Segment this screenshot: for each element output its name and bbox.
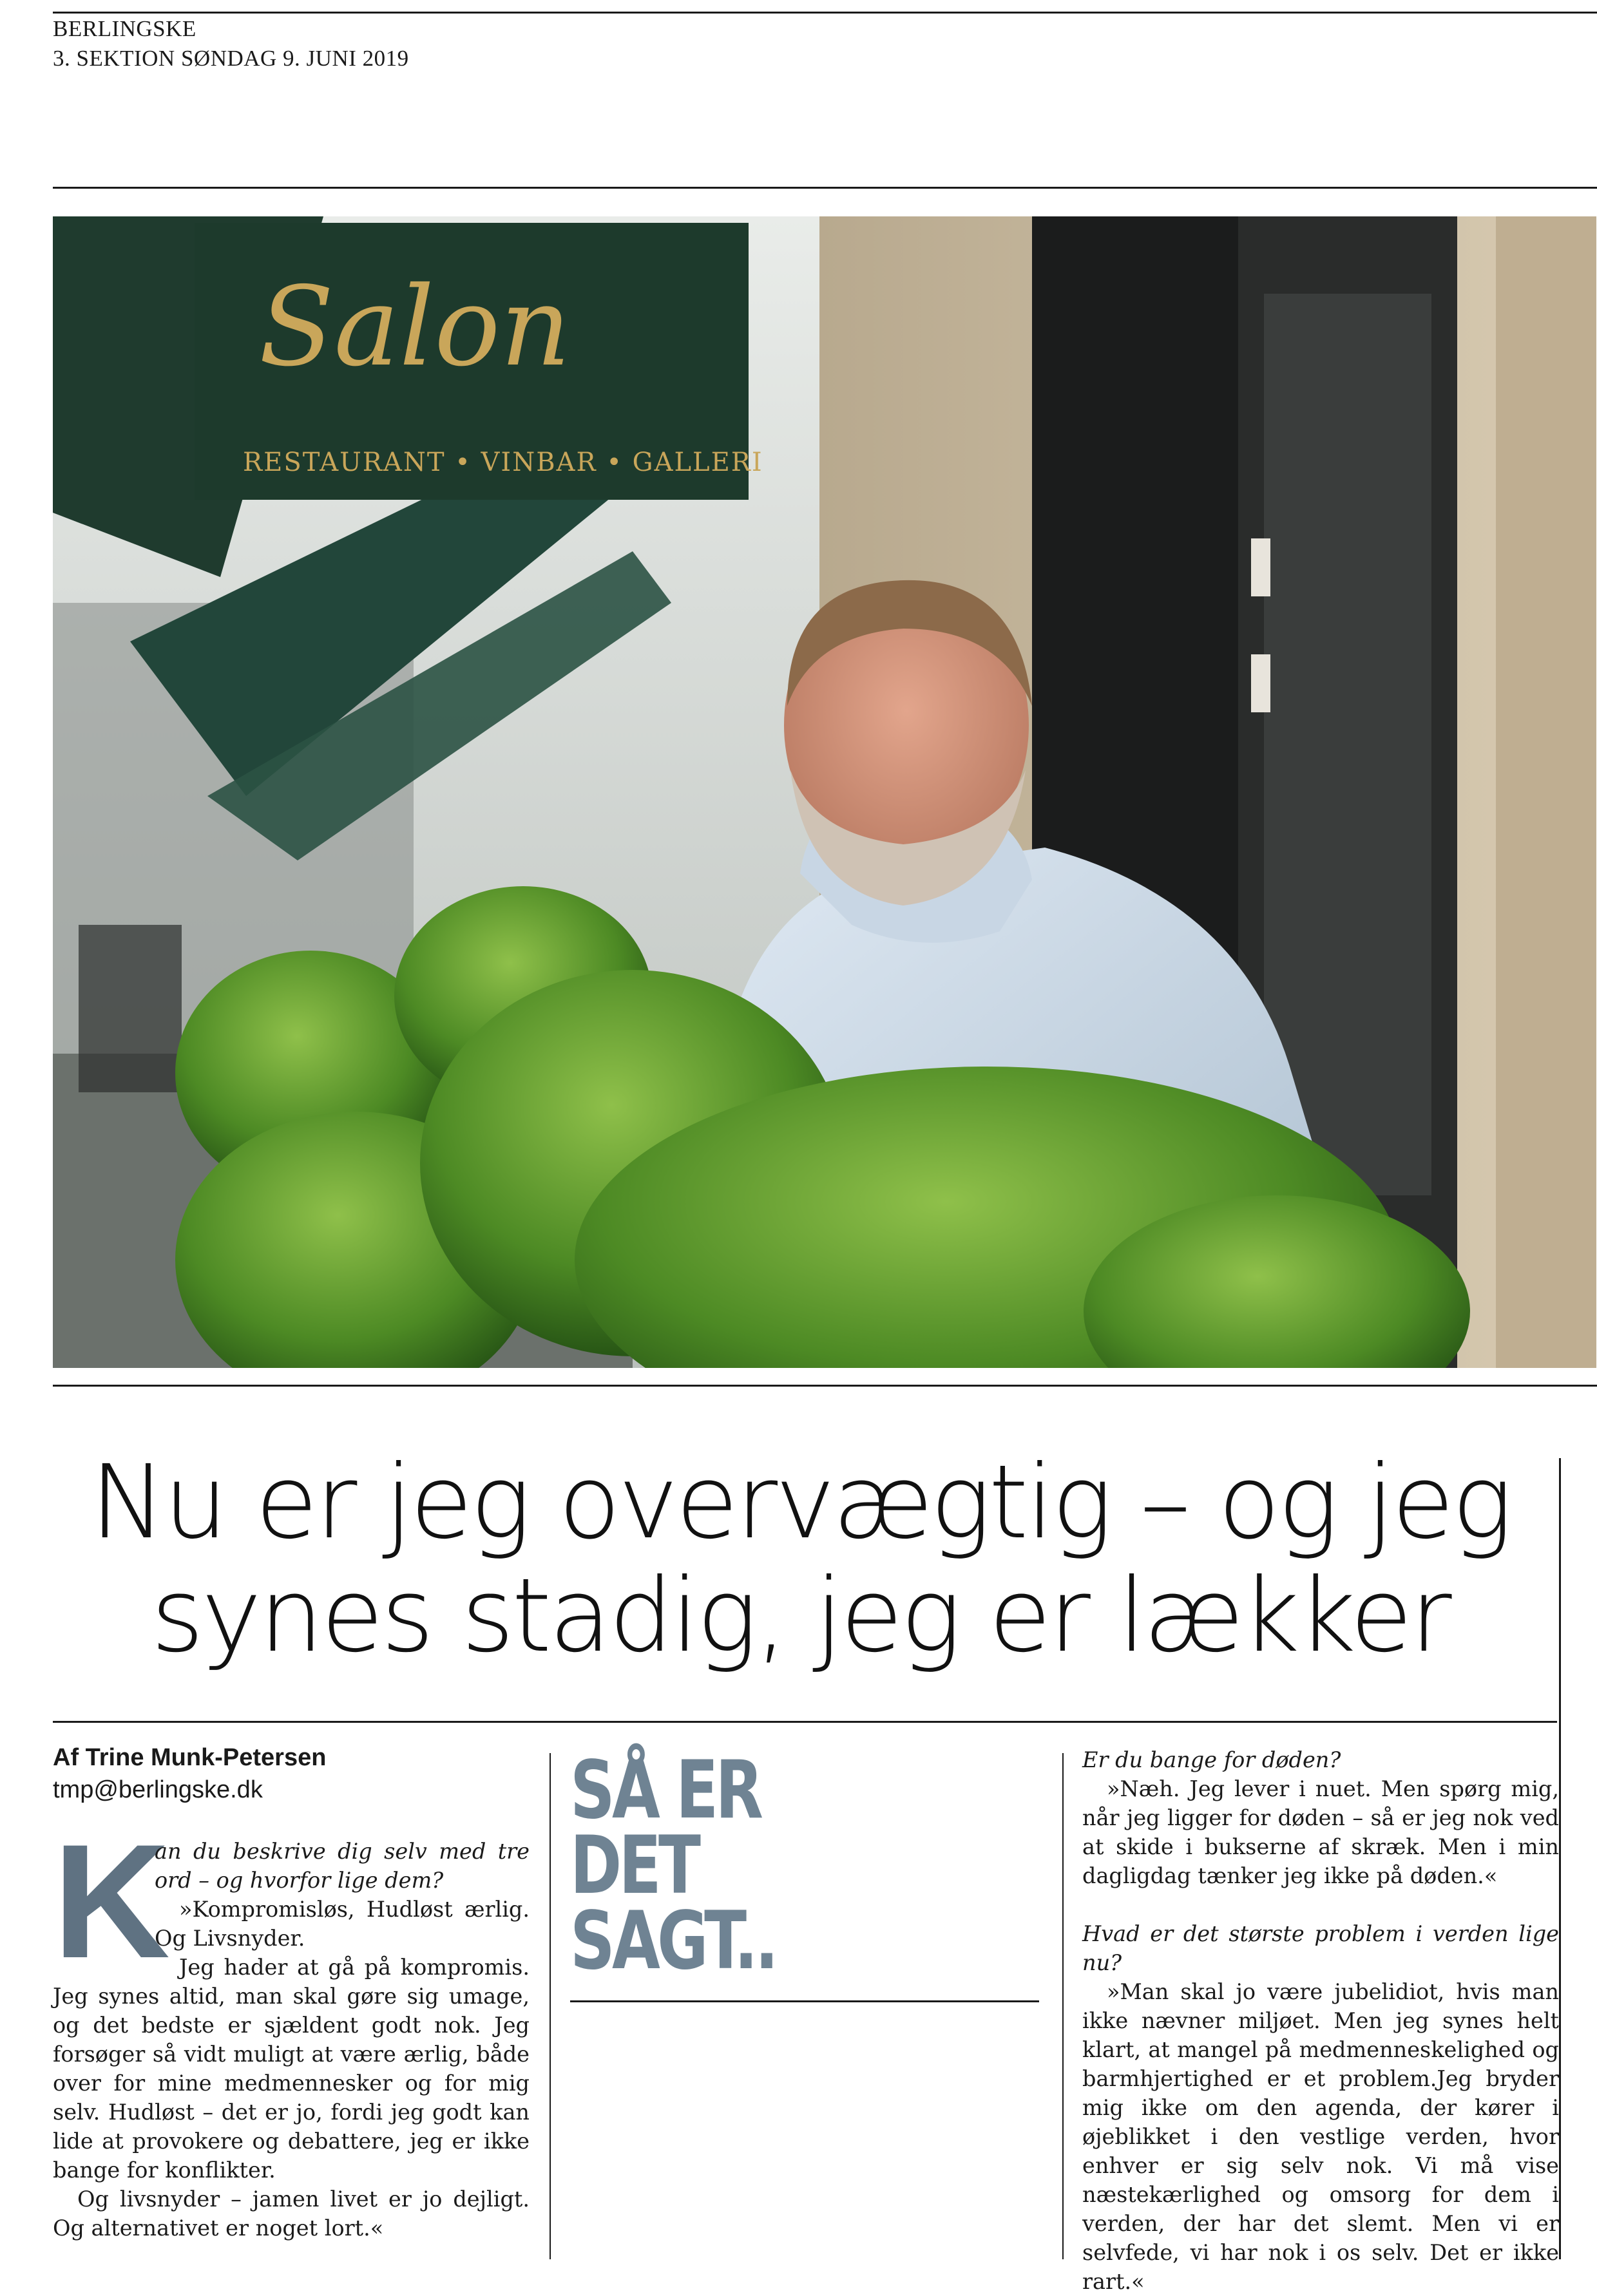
sidebar-title-line-2: DET — [570, 1819, 698, 1912]
article-column-3 — [1082, 1745, 1559, 2296]
answer-4: »Næh. Jeg lever i nuet. Men spørg mig, når jeg ligger for døden – så er jeg nok ved at skide i bukserne af skræk. Men i min dagligdag tænker jeg ikke på døden.« — [1082, 1776, 1559, 1888]
sidebar-title-line-1: SÅ ER — [570, 1744, 761, 1837]
answer-5: »Man skal jo være jubelidiot, hvis man ikke nævner miljøet. Men jeg synes helt klart, at mangel på medmenneskelighed og barmhjertighed er et problem.Jeg bryder mig ikke om den agenda, der kører i øjeblikket i den vestlige verden, hvor enhver er sig selv nok. Vi må vise næstekærlighed og omsorg for dem i verden, der har det slemt. Men vi er selvfede, vi har nok i os selv. Det er ikke rart.« — [1082, 1979, 1559, 2294]
headline-rule — [53, 1721, 1557, 1723]
drop-cap: K — [53, 1811, 170, 1992]
top-rule — [53, 12, 1597, 14]
byline-email[interactable]: tmp@berlingske.dk — [53, 1776, 263, 1803]
sidebar-rule — [570, 2000, 1039, 2002]
headline — [53, 1443, 1547, 1675]
paragraph-gap — [1082, 1890, 1559, 1919]
column-separator-2 — [1062, 1753, 1064, 2259]
question-3: Hvad er det største problem i verden lige nu? — [1082, 1921, 1559, 1975]
photo-bottom-rule — [53, 1385, 1597, 1387]
answer-2: Jeg hader at gå på kompromis. Jeg synes altid, man skal gøre sig umage, og det bedste er sjældent godt nok. Jeg forsøger så vidt muligt at være ærlig, både over for mine medmennesker og for mig selv. Hudløst – det er jo, fordi jeg godt kan lide at provokere og debattere, jeg er ikke bange for konflikter. — [53, 1955, 530, 2183]
edition-line: 3. SEKTION SØNDAG 9. JUNI 2019 — [53, 46, 409, 71]
column-separator-1 — [550, 1753, 551, 2259]
sidebar-title-line-3: SAGT.. — [570, 1895, 776, 1988]
answer-3: Og livsnyder – jamen livet er jo dejligt. Og alternativet er noget lort.« — [53, 2187, 530, 2241]
masthead — [53, 14, 409, 73]
svg-text:Salon: Salon — [259, 263, 571, 391]
masthead-rule — [53, 187, 1597, 189]
photo-illustration — [53, 216, 1596, 1368]
headline-line-1: Nu er jeg overvægtig – og jeg — [90, 1443, 1511, 1562]
publication-name: BERLINGSKE — [53, 16, 196, 41]
right-margin-rule — [1559, 1458, 1561, 2259]
lead-photo — [53, 216, 1596, 1368]
article-column-1 — [53, 1811, 530, 2243]
question-2: Er du bange for døden? — [1082, 1747, 1341, 1772]
svg-text:RESTAURANT • VINBAR • GALLERI: RESTAURANT • VINBAR • GALLERI — [243, 448, 763, 477]
question-1: an du beskrive dig selv med tre ord – og hvorfor lige dem? — [155, 1839, 530, 1893]
answer-1: »Kompromisløs, Hudløst ærlig. Og Livsnyder. — [155, 1897, 530, 1951]
sidebar-title — [570, 1744, 776, 1988]
headline-line-2: synes stadig, jeg er lækker — [151, 1557, 1449, 1675]
byline-author: Af Trine Munk-Petersen — [53, 1744, 327, 1771]
